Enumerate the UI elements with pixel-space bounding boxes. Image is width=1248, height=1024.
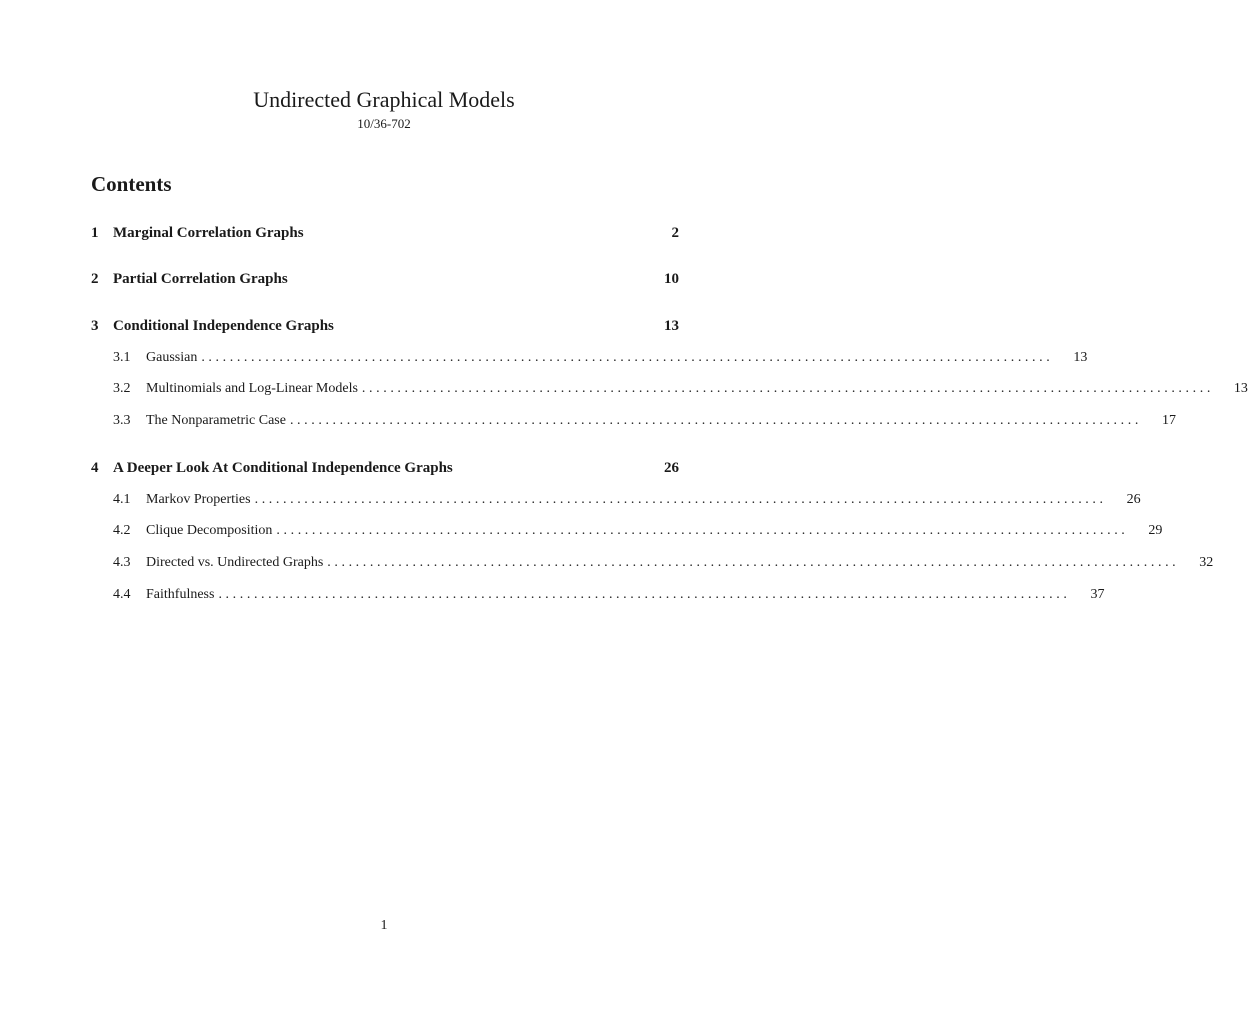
toc-section-title: Conditional Independence Graphs xyxy=(113,318,334,334)
toc-subsection-title: Clique Decomposition xyxy=(146,523,273,538)
toc-page-number: 29 xyxy=(1148,523,1163,538)
toc-subsection-4-4[interactable] xyxy=(91,585,1105,605)
page-number: 1 xyxy=(380,918,388,933)
toc-dot-leader: ........................................................................................................................ xyxy=(327,555,1180,570)
toc-subsection-number: 3.2 xyxy=(113,381,131,396)
toc-subsection-4-3[interactable] xyxy=(91,553,1214,573)
contents-heading: Contents xyxy=(91,172,172,196)
toc-page-number: 32 xyxy=(1199,555,1214,570)
toc-dot-leader: ........................................................................................................................ xyxy=(276,523,1129,538)
toc-page-number: 26 xyxy=(664,460,679,476)
toc-subsection-title: Faithfulness xyxy=(146,587,215,602)
toc-subsection-title: Gaussian xyxy=(146,350,198,365)
toc-section-title: Partial Correlation Graphs xyxy=(113,271,288,287)
toc-page-number: 17 xyxy=(1161,413,1176,428)
toc-section-title: Marginal Correlation Graphs xyxy=(113,225,304,241)
toc-subsection-title: Markov Properties xyxy=(146,492,251,507)
toc-subsection-4-2[interactable] xyxy=(91,521,1163,541)
toc-section-number: 3 xyxy=(91,318,99,334)
toc-dot-leader: ........................................................................................................................ xyxy=(201,350,1054,365)
toc-dot-leader: ........................................................................................................................ xyxy=(289,413,1142,428)
toc-dot-leader: ........................................................................................................................ xyxy=(361,381,1214,396)
toc-subsection-number: 4.4 xyxy=(113,587,131,602)
toc-page-number: 37 xyxy=(1090,587,1105,602)
toc-subsection-4-1[interactable] xyxy=(91,490,1141,510)
toc-page-number: 13 xyxy=(1073,350,1088,365)
toc-subsection-3-1[interactable] xyxy=(91,348,1088,368)
toc-dot-leader: ........................................................................................................................ xyxy=(254,492,1107,507)
toc-page-number: 26 xyxy=(1126,492,1141,507)
toc-page-number: 2 xyxy=(671,225,679,241)
toc-section-3[interactable] xyxy=(91,316,679,336)
toc-subsection-title: Directed vs. Undirected Graphs xyxy=(146,555,324,570)
toc-section-4[interactable] xyxy=(91,458,679,478)
toc-subsection-number: 3.3 xyxy=(113,413,131,428)
toc-section-title: A Deeper Look At Conditional Independence Graphs xyxy=(113,460,453,476)
toc-subsection-3-2[interactable] xyxy=(91,379,1248,399)
toc-subsection-number: 4.1 xyxy=(113,492,131,507)
toc-section-number: 2 xyxy=(91,271,99,287)
toc-section-number: 4 xyxy=(91,460,99,476)
toc-page-number: 13 xyxy=(1233,381,1248,396)
document-title: Undirected Graphical Models xyxy=(253,87,515,112)
toc-subsection-number: 4.2 xyxy=(113,523,131,538)
toc-section-1[interactable] xyxy=(91,223,679,243)
toc-page-number: 13 xyxy=(664,318,679,334)
toc-subsection-number: 4.3 xyxy=(113,555,131,570)
toc-subsection-title: The Nonparametric Case xyxy=(146,413,286,428)
toc-subsection-number: 3.1 xyxy=(113,350,131,365)
toc-page-number: 10 xyxy=(664,271,679,287)
toc-subsection-title: Multinomials and Log-Linear Models xyxy=(146,381,358,396)
toc-section-2[interactable] xyxy=(91,269,679,289)
course-number: 10/36-702 xyxy=(357,116,411,131)
toc-subsection-3-3[interactable] xyxy=(91,411,1176,431)
toc-section-number: 1 xyxy=(91,225,99,241)
toc-dot-leader: ........................................................................................................................ xyxy=(218,587,1071,602)
